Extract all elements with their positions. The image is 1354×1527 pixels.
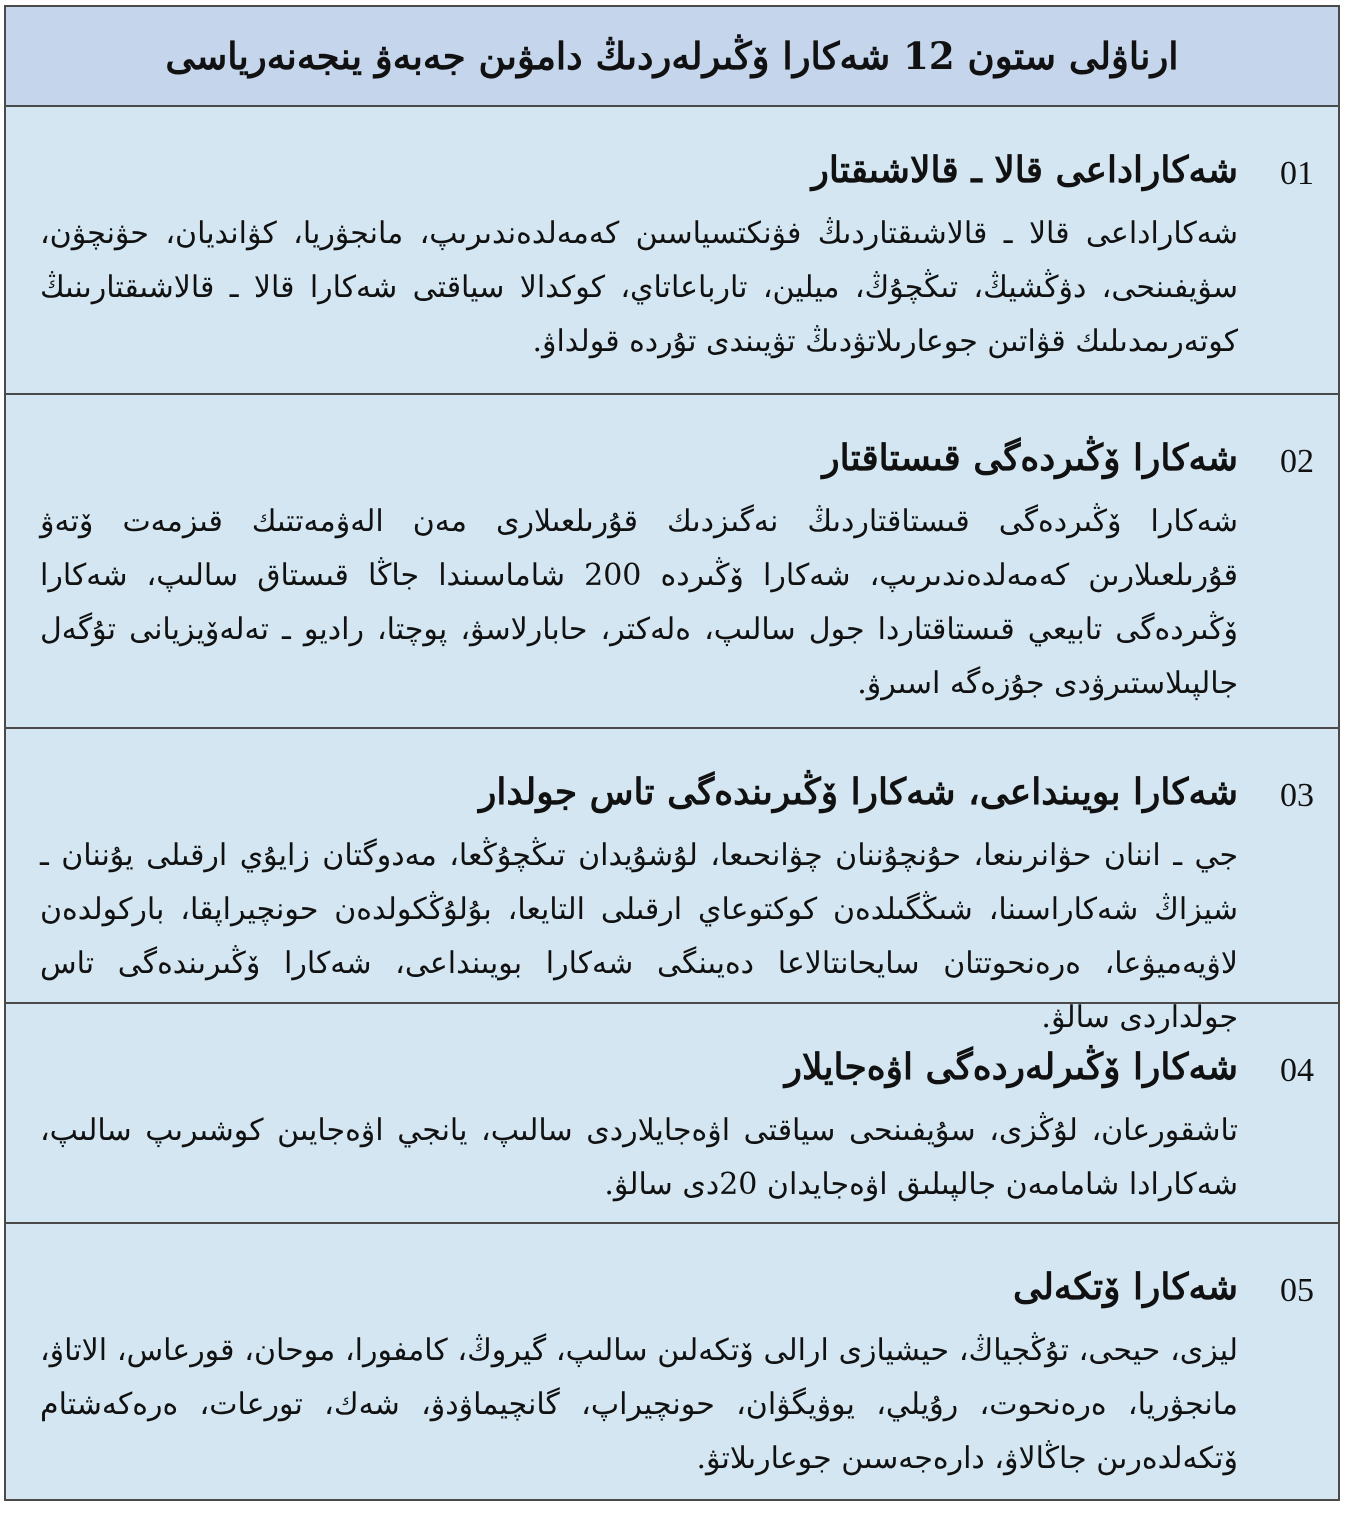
table-header	[6, 7, 1338, 107]
row-number: 03	[1280, 777, 1314, 814]
row-body: شەكاراداعى قالا ـ قالاشىقتاردىڭ فۋنكتسياسىن كەمەلدەندىرىپ، مانجۋريا، كۋانديان، حۋنچۋن، سۋيفىنحى، دۋڭشيڭ، تىڭچۇڭ، ميلين، تارباعاتاي، كوكدالا سياقتى شەكارا قالا ـ قالاشىقتارىنىڭ كوتەرىمدىلىك قۋاتىن جوعارىلاتۋدىڭ تۋيىندى تۇردە قولداۋ.	[40, 216, 1238, 359]
row-heading: شەكاراداعى قالا ـ قالاشىقتار	[811, 149, 1238, 191]
row-number: 02	[1280, 443, 1314, 480]
row-number: 05	[1280, 1272, 1314, 1309]
table-title: ارناۋلى ستون 12 شەكارا ۆڭىرلەردىڭ دامۋىن جەبەۋ ينجەنەرياسى	[165, 34, 1179, 78]
table-row	[6, 395, 1338, 729]
table-row	[6, 107, 1338, 395]
info-table	[4, 5, 1340, 1501]
table-row	[6, 1224, 1338, 1499]
row-body: ليزى، حيحى، تۇڭجياڭ، حيشيازى ارالى ۆتكەلىن سالىپ، گيروڭ، كامفورا، موحان، قورعاس، الاتاۋ، مانجۋريا، ەرەنحوت، رۇيلي، يوۋيگۋان، حونچيراپ، گانچيماۋدۋ، شەك، تورعات، ەرەكەشتام ۆتكەلدەرىن جاڭالاۋ، دارەجەسىن جوعارىلاتۋ.	[40, 1333, 1238, 1476]
row-body: جي ـ اننان حۋانرىنعا، حۇنچۇننان چۋانحىعا، لۇشۇيدان تىڭچۇڭعا، مەدوگتان زايۇي ارقىلى يۇننان ـ شيزاڭ شەكاراسىنا، شىڭگىلدەن كوكتوعاي ارقىلى التايعا، بۇلۇڭكولدەن حونچيراپقا، باركولدەن لاۋيەميۋعا، ەرەنحوتتان سايحانتالاعا دەيىنگى شەكارا بويىنداعى، شەكارا ۆڭىرىندەگى تاس جولداردى سالۋ.	[40, 838, 1238, 1035]
table-row	[6, 1004, 1338, 1224]
row-heading: شەكارا بويىنداعى، شەكارا ۆڭىرىندەگى تاس جولدار	[478, 771, 1238, 813]
row-number: 01	[1280, 155, 1314, 192]
row-heading: شەكارا ۆڭىردەگى قىستاقتار	[822, 437, 1238, 479]
row-heading: شەكارا ۆڭىرلەردەگى اۋەجايلار	[784, 1046, 1238, 1088]
table-row	[6, 729, 1338, 1035]
row-heading: شەكارا ۆتكەلى	[1012, 1266, 1238, 1308]
row-body: شەكارا ۆڭىردەگى قىستاقتاردىڭ نەگىزدىك قۇرىلعىلارى مەن الەۋمەتتىك قىزمەت ۆتەۋ قۇرىلعىلارىن كەمەلدەندىرىپ، شەكارا ۆڭىردە 200 شاماسىندا جاڭا قىستاق سالىپ، شەكارا ۆڭىردەگى تابيعي قىستاقتاردا جول سالىپ، ەلەكتر، حابارلاسۋ، پوچتا، راديو ـ تەلەۆيزيانى تۇگەل جالپىلاستىرۋدى جۇزەگە اسىرۋ.	[40, 504, 1238, 701]
row-body: تاشقورعان، لۇڭزى، سۇيفىنحى سياقتى اۋەجايلاردى سالىپ، يانجي اۋەجايىن كوشىرىپ سالىپ، شەكارادا شامامەن جالپىلىق اۋەجايدان 20دى سالۋ.	[40, 1113, 1238, 1202]
row-number: 04	[1280, 1052, 1314, 1089]
